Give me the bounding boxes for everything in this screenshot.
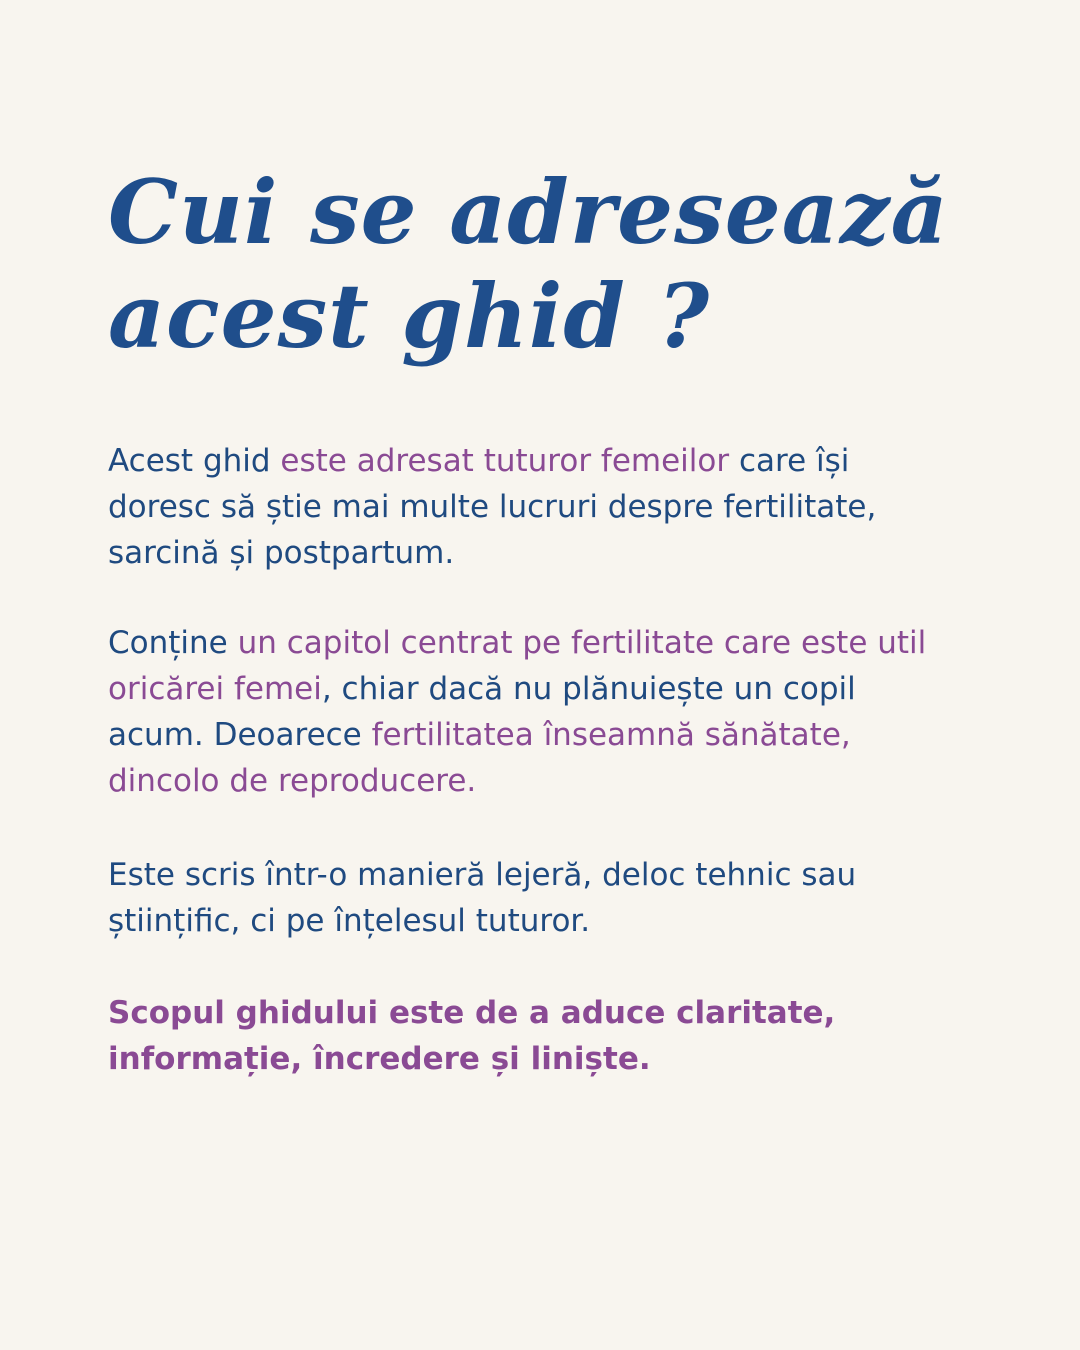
text-segment: , chiar dacă nu plănuiește un copil <box>321 671 856 707</box>
text-line: doresc să știe mai multe lucruri despre fertilitate, <box>108 489 877 525</box>
paragraph-fertility-chapter <box>108 620 1008 804</box>
text-segment: acum. Deoarece <box>108 717 372 753</box>
highlight-text: un capitol centrat pe fertilitate care este util <box>237 625 927 661</box>
text-segment: care își <box>729 443 850 479</box>
title-line-1: Cui se adresează <box>108 160 949 264</box>
page-content <box>108 0 1008 1350</box>
paragraph-writing-style <box>108 852 1008 944</box>
text-segment: Acest ghid <box>108 443 281 479</box>
highlight-text: oricărei femei <box>108 671 322 707</box>
text-line <box>108 712 1008 758</box>
highlight-text: dincolo de reproducere. <box>108 763 477 799</box>
text-line: sarcină și postpartum. <box>108 535 455 571</box>
page-title <box>108 160 949 368</box>
text-line: științific, ci pe înțelesul tuturor. <box>108 903 591 939</box>
title-line-2: acest ghid ? <box>108 264 711 368</box>
text-line <box>108 666 1008 712</box>
highlight-text: fertilitatea înseamnă sănătate, <box>371 717 851 753</box>
paragraph-purpose <box>108 990 1008 1082</box>
text-segment: Conține <box>108 625 238 661</box>
text-line <box>108 620 1008 666</box>
text-line: informație, încredere și liniște. <box>108 1041 651 1077</box>
highlight-text: este adresat tuturor femeilor <box>280 443 730 479</box>
text-line: Este scris într-o manieră lejeră, deloc tehnic sau <box>108 857 857 893</box>
text-line: Scopul ghidului este de a aduce claritate, <box>108 995 836 1031</box>
paragraph-audience <box>108 438 1008 576</box>
text-line <box>108 438 1008 484</box>
